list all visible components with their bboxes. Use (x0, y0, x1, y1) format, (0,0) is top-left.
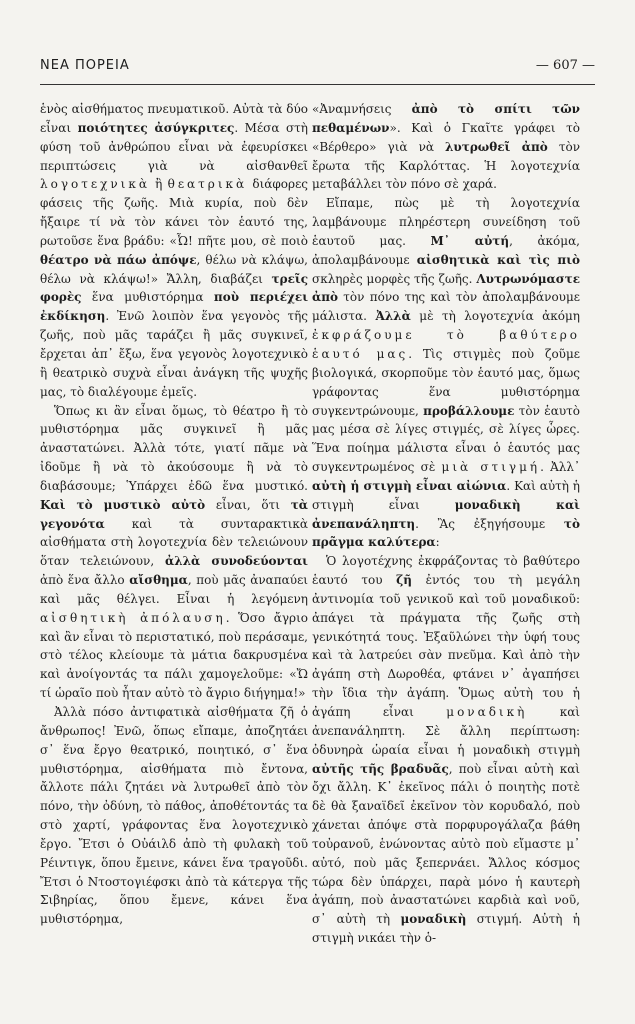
body-text: σκληρὲς μορφὲς τῆς ζωῆς. (312, 271, 477, 286)
spaced-emphasis-text: θεατρικὰ (167, 177, 248, 192)
journal-title: ΝΕΑ ΠΟΡΕΙΑ (40, 58, 130, 73)
bold-text: Μ᾿ αὐτή (430, 233, 510, 248)
body-text: , ποὺ εἶναι αὐτὴ καὶ ὄχι ἄλλη. Κ᾿ ἐκεῖνος πάλι ὁ ποιητὴς ποτὲ δὲ θὰ ξαναϊδεῖ ἐκεῖνον τὸν κορυδαλό, ποὺ χάνεται ἀπόψε στὰ πορφυρογάλαζα βάθη τοὐρανοῦ, ἑνώνοντας αὐτὸ ποὺ εἴμαστε μ᾿ αὐτό, ποὺ μᾶς ξεπερνάει. Ἄλλος κόσμος τώρα δὲν ὑπάρχει, παρὰ μόνο ἡ καυτερὴ ἀγάπη, ποὺ ἀναστατώνει καρδιὰ καὶ νοῦ, σ᾿ αὐτὴ τὴ (312, 761, 580, 927)
body-text: , ἀκόμα, ἀπολαμβάνουμε (312, 233, 580, 267)
body-text: . Ἐνῶ λοιπὸν ἕνα γεγονὸς τῆς ζωῆς, ποὺ μᾶς ταράζει ἢ μᾶς συγκινεῖ, ἔρχεται ἀπ᾿ ἔξω, ἕνα γεγονὸς λογοτεχνικὸ ἢ θεατρικὸ συχνὰ εἶναι ἀνάγκη τῆς ψυχῆς μας, τὸ διαλέγουμε ἐμεῖς. (40, 309, 308, 399)
bold-text: Ἀλλὰ (375, 309, 411, 324)
body-text: καὶ τὰ συνταρακτικὰ αἰσθήματα στὴ λογοτεχνία δὲν τελειώνουν ὅταν τελειώνουν, (40, 516, 308, 569)
bold-text: τρεῖς φορὲς (40, 271, 308, 305)
paragraph (40, 402, 308, 704)
bold-text: ποὺ περιέχει ἐκδίκηση (40, 290, 308, 324)
body-text: στιγμή. Αὐτὴ ἡ στιγμὴ νικάει τὴν ὁ- (312, 912, 580, 946)
paragraph (312, 194, 580, 552)
bold-text: λυτρωθεῖ ἀπὸ (445, 139, 548, 154)
paragraph (312, 100, 580, 194)
bold-text: τὰ γεγονότα (40, 497, 309, 531)
bold-text: αἴσθημα (129, 573, 188, 588)
page-number: — 607 — (535, 58, 595, 73)
bold-text: ἀλλὰ συνοδεύονται (164, 554, 308, 569)
bold-text: ἀπὸ τὸ σπίτι τῶν πεθαμένων (312, 102, 580, 135)
body-text: . Ἂς ἐξηγήσουμε (415, 516, 564, 531)
body-text: Ἀλλὰ πόσο ἀντιφατικὰ αἰσθήματα ζῆ ὁ ἄνθρωπος! Ἐνῶ, ὅπως εἴπαμε, ἀποζητάει σ᾿ ἕνα ἔργο θεατρικό, ποιητικό, σ᾿ ἕνα μυθιστόρημα, αἰσθήματα πιὸ ἔντονα, ἄλλοτε πάλι ζητάει νὰ λυτρωθεῖ ἀπὸ τὸν πόνο, τὴν ὀδύνη, τὸ πάθος, ἀποθέτοντάς τα στὸ χαρτί, γράφοντας ἕνα λογοτεχνικὸ ἔργο. Ἔτσι ὁ Οὐάιλδ ἀπὸ τὴ φυλακὴ τοῦ Ρέιντιγκ, ὅπου ἔμεινε, κάνει ἕνα τραγοῦδι. Ἔτσι ὁ Ντοστογιέφσκι ἀπὸ τὰ κάτεργα τῆς Σιβηρίας, ὅπου ἔμενε, κάνει ἕνα μυθιστόρημα, (40, 705, 308, 927)
body-text: , θέλω νὰ κλάψω, θέλω νὰ κλάψω!» Ἄλλη, διαβάζει (40, 252, 308, 286)
bold-text: ζῆ (396, 573, 412, 588)
body-text: τὸν πόνο της καὶ τὸν ἀπολαμβάνουμε μάλιστα. (312, 290, 580, 324)
bold-text: μοναδικὴ (400, 912, 467, 927)
body-text: «Ἀναμνήσεις (312, 102, 412, 116)
body-text: : (435, 535, 440, 550)
body-text: ἑνὸς αἰσθήματος πνευματικοῦ. Αὐτὰ τὰ δύο εἶναι (40, 102, 308, 135)
bold-text: Λυτρωνόμαστε ἀπὸ (312, 271, 580, 305)
bold-text: αὐτὴ ἡ στιγμὴ εἶναι αἰώνια (312, 478, 507, 493)
body-text: ἢ (149, 177, 168, 192)
body-text: Ὅπως κι ἂν εἶναι ὅμως, τὸ θέατρο ἢ τὸ μυθιστόρημα μᾶς συγκινεῖ ἢ μᾶς ἀναστατώνει. Ἀλλὰ τότε, γιατί πᾶμε νὰ ἰδοῦμε ἢ νὰ τὸ ἀκούσουμε ἢ νὰ τὸ διαβάσουμε; Ὑπάρχει ἐδῶ ἕνα μυστικό. (40, 403, 308, 493)
paragraph (40, 100, 308, 402)
bold-text: αὐτῆς τῆς βραδυᾶς (312, 761, 449, 776)
body-text: ἐντός του τὴ μεγάλη ἀντινομία τοῦ γενικοῦ καὶ τοῦ μοναδικοῦ: ἀπάγει τὰ πράγματα τῆς ζωῆς στὴ γενικότητά τους. Ἐξαῦλώνει τὴν ὑφή τους καὶ τὰ λατρεύει σὰν πνεῦμα. Καὶ ἀπὸ τὴν ἀγάπη στὴ Δωροθέα, φτάνει ν᾿ ἀγαπήσει τὴν ἴδια τὴν ἀγάπη. Ὅμως αὐτὴ του ἡ ἀγάπη εἶναι (312, 573, 580, 719)
bold-text: Καὶ τὸ μυστικὸ αὐτὸ (40, 497, 206, 512)
body-text: Ὁ λογοτέχνης ἐκφράζοντας τὸ βαθύτερο ἑαυτό του (312, 554, 580, 588)
body-text: τὸν ἑαυτὸ μας μέσα σὲ λίγες στιγμές, σὲ λίγες ὧρες. Ἕνα ποίημα μάλιστα εἶναι ὁ ἑαυτός μας συγκεντρωμένος σὲ (312, 403, 580, 475)
bold-text: τὸ πρᾶγμα καλύτερα (312, 516, 580, 550)
bold-text: αἰσθητικὰ καὶ τὶς πιὸ (416, 252, 580, 267)
bold-text: προβάλλουμε (423, 403, 515, 418)
body-text: καὶ ἀνεπανάληπτη. Σὲ ἄλλη περίπτωση: ὀδυνηρὰ ὡραία εἶναι ἡ μοναδικὴ στιγμὴ (312, 705, 581, 757)
body-text: Εἴπαμε, πὼς μὲ τὴ λογοτεχνία λαμβάνουμε πληρέστερη συνείδηση τοῦ ἑαυτοῦ μας. (312, 196, 580, 248)
left-column (40, 100, 308, 929)
body-text: , ποὺ μᾶς ἀναπαύει καὶ μᾶς θέλγει. Εἶναι ἡ λεγόμενη (40, 573, 308, 606)
body-text: εἶναι, ὅτι (205, 497, 291, 512)
body-text: τὸν ἔρωτα τῆς Καρλόττας. Ἡ λογοτεχνία μεταβάλλει τὸν πόνο σὲ χαρά. (312, 139, 580, 192)
spaced-emphasis-text: μοναδικὴ (446, 705, 528, 719)
body-text: . Μέσα στὴ φύση τοῦ ἀνθρώπου εἶναι νὰ ἐφευρίσκει περιπτώσεις γιὰ νὰ αἰσθανθεῖ (40, 120, 308, 173)
running-header (40, 58, 595, 80)
right-column (312, 100, 580, 948)
bold-text: θέατρο νὰ πάω ἀπόψε (40, 252, 197, 267)
body-text: . Τὶς στιγμὲς ποὺ ζοῦμε βιολογικά, σκορποῦμε τὸν ἑαυτό μας, ὅμως γράφοντας ἕνα μυθιστόρημα συγκεντρώνουμε, (312, 346, 580, 418)
spaced-emphasis-text: ἐκφράζουμε τὸ βαθύτερο ἑαυτό μας (312, 328, 580, 361)
body-text: . Καὶ αὐτὴ ἡ στιγμὴ εἶναι (312, 478, 580, 512)
bold-text: μοναδικὴ καὶ ἀνεπανάληπτη (312, 497, 580, 531)
body-text: ». Καὶ ὁ Γκαῖτε γράφει τὸ «Βέρθερο» γιὰ νὰ (312, 120, 580, 154)
body-text: διάφορες φάσεις τῆς ζωῆς. Μιὰ κυρία, ποὺ δὲν ἤξαιρε τί νὰ τὸν κάνει τὸν ἑαυτό της, ρωτοῦσε ἕνα βράδυ: «Ὦ! πῆτε μου, σὲ ποιὸ (40, 177, 309, 248)
spaced-emphasis-text: αἰσθητικὴ ἀπόλαυση (40, 610, 226, 625)
body-text: . Ὅσο ἄγριο καὶ ἂν εἶναι τὸ περιστατικό, ποὺ περάσαμε, στὸ τέλος κλείουμε τὰ μάτια δακρυσμένα καὶ ἀνοίγοντάς τα πάλι χαμογελοῦμε: «Ὤ τί ὡραῖο ποὺ ἦταν αὐτὸ τὸ ἄγριο διήγημα!» (40, 610, 308, 701)
body-text: . Ἀλλ᾿ (540, 460, 580, 475)
body-text: ἕνα μυθιστόρημα (81, 290, 214, 305)
paragraph (312, 552, 580, 948)
body-text: μὲ τὴ λογοτεχνία ἀκόμη (410, 309, 580, 324)
body-text: ἀπὸ ἕνα ἄλλο (40, 573, 130, 588)
header-rule (40, 84, 595, 85)
paragraph (40, 703, 308, 929)
spaced-emphasis-text: λογοτεχνικὰ (40, 177, 150, 192)
spaced-emphasis-text: μιὰ στιγμή (441, 460, 541, 475)
bold-text: ποιότητες ἀσύγκριτες (77, 120, 235, 135)
